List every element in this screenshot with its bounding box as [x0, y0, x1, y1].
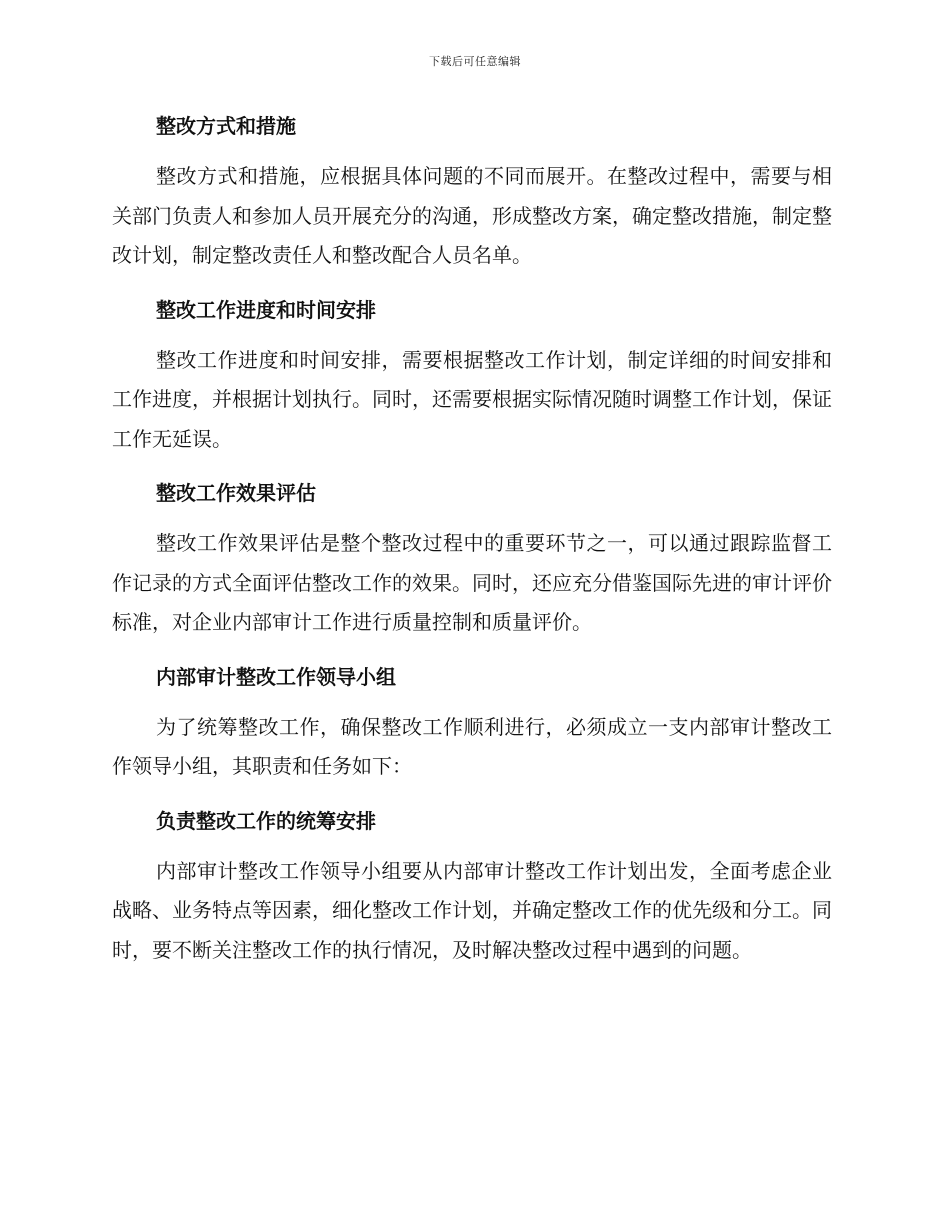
section-paragraph: 内部审计整改工作领导小组要从内部审计整改工作计划出发，全面考虑企业战略、业务特点等因素，细化整改工作计划，并确定整改工作的优先级和分工。同时，要不断关注整改工作的执行情况，及时解决整改过程中遇到的问题。 — [112, 858, 832, 962]
section-rectification-methods — [112, 107, 832, 276]
section-leadership-group — [112, 658, 832, 787]
section-paragraph: 整改工作效果评估是整个整改过程中的重要环节之一，可以通过跟踪监督工作记录的方式全面评估整改工作的效果。同时，还应充分借鉴国际先进的审计评价标准，对企业内部审计工作进行质量控制和质量评价。 — [112, 531, 832, 634]
section-effect-evaluation — [112, 474, 832, 643]
section-heading: 整改工作效果评估 — [156, 481, 316, 505]
section-heading: 整改工作进度和时间安排 — [156, 297, 376, 322]
section-paragraph: 整改工作进度和时间安排，需要根据整改工作计划，制定详细的时间安排和工作进度，并根据计划执行。同时，还需要根据实际情况随时调整工作计划，保证工作无延误。 — [112, 347, 832, 451]
section-overall-coordination — [112, 802, 832, 971]
section-progress-schedule — [112, 291, 832, 460]
section-heading: 整改方式和措施 — [156, 114, 296, 138]
page-header: 下载后可任意编辑 — [429, 55, 521, 68]
section-heading: 内部审计整改工作领导小组 — [156, 664, 396, 689]
section-paragraph: 为了统筹整改工作，确保整改工作顺利进行，必须成立一支内部审计整改工作领导小组，其职责和任务如下： — [112, 714, 832, 778]
section-heading: 负责整改工作的统筹安排 — [156, 808, 376, 833]
section-paragraph: 整改方式和措施，应根据具体问题的不同而展开。在整改过程中，需要与相关部门负责人和参加人员开展充分的沟通，形成整改方案，确定整改措施，制定整改计划，制定整改责任人和整改配合人员名单。 — [112, 164, 832, 267]
document-body — [112, 107, 832, 985]
